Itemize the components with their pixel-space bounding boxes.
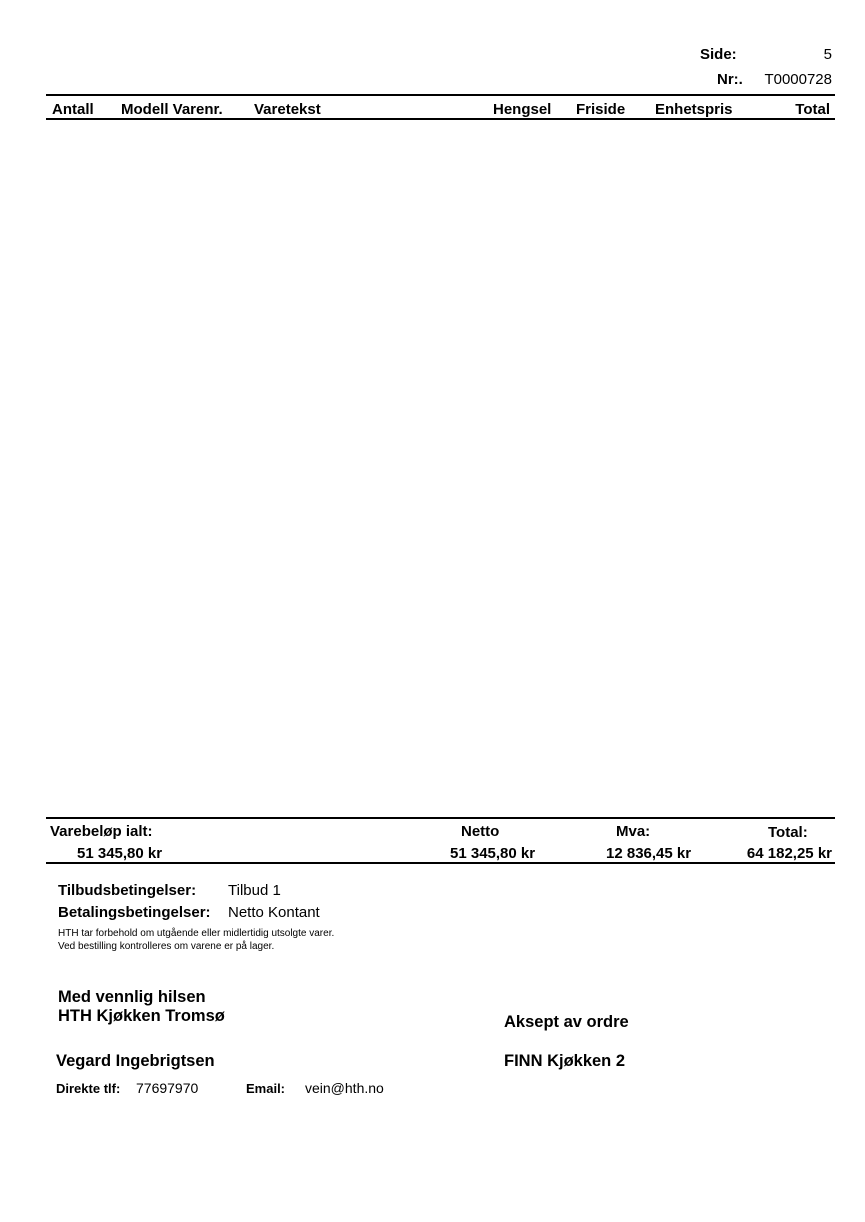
netto-label: Netto	[461, 823, 500, 840]
col-enhetspris: Enhetspris	[655, 101, 733, 118]
betaling-value: Netto Kontant	[228, 904, 320, 921]
netto-value: 51 345,80 kr	[450, 845, 536, 862]
nr-value: T0000728	[764, 71, 832, 88]
mva-label: Mva:	[616, 823, 651, 840]
varebelop-value: 51 345,80 kr	[77, 845, 163, 862]
header-bottom-rule	[46, 118, 835, 120]
betaling-label: Betalingsbetingelser:	[58, 904, 211, 921]
phone-value: 77697970	[136, 1080, 199, 1096]
accept-label: Aksept av ordre	[504, 1013, 629, 1031]
customer-name: FINN Kjøkken 2	[504, 1052, 626, 1070]
totals-bottom-rule	[46, 862, 835, 864]
tilbud-value: Tilbud 1	[228, 882, 281, 899]
col-friside: Friside	[576, 101, 626, 118]
total-label: Total:	[768, 824, 808, 841]
totals-top-rule	[46, 817, 835, 819]
col-varetekst: Varetekst	[254, 101, 321, 118]
tilbud-label: Tilbudsbetingelser:	[58, 882, 197, 899]
col-antall: Antall	[52, 101, 94, 118]
mva-value: 12 836,45 kr	[606, 845, 692, 862]
header-top-rule	[46, 94, 835, 96]
col-total: Total	[795, 101, 830, 118]
email-value: vein@hth.no	[305, 1080, 384, 1096]
note-line-2: Ved bestilling kontrolleres om varene er på lager.	[58, 941, 275, 952]
col-hengsel: Hengsel	[493, 101, 552, 118]
varebelop-label: Varebeløp ialt:	[50, 823, 153, 840]
note-line-1: HTH tar forbehold om utgående eller midlertidig utsolgte varer.	[58, 928, 335, 939]
email-label: Email:	[246, 1081, 286, 1096]
phone-label: Direkte tlf:	[56, 1081, 121, 1096]
total-value: 64 182,25 kr	[746, 845, 832, 862]
side-value: 5	[823, 46, 832, 63]
side-label: Side:	[700, 46, 737, 63]
nr-label: Nr:.	[717, 71, 743, 88]
greeting: Med vennlig hilsen	[58, 988, 206, 1006]
company-name: HTH Kjøkken Tromsø	[58, 1007, 225, 1025]
col-modell-varenr: Modell Varenr.	[121, 101, 223, 118]
sender-name: Vegard Ingebrigtsen	[56, 1052, 215, 1070]
